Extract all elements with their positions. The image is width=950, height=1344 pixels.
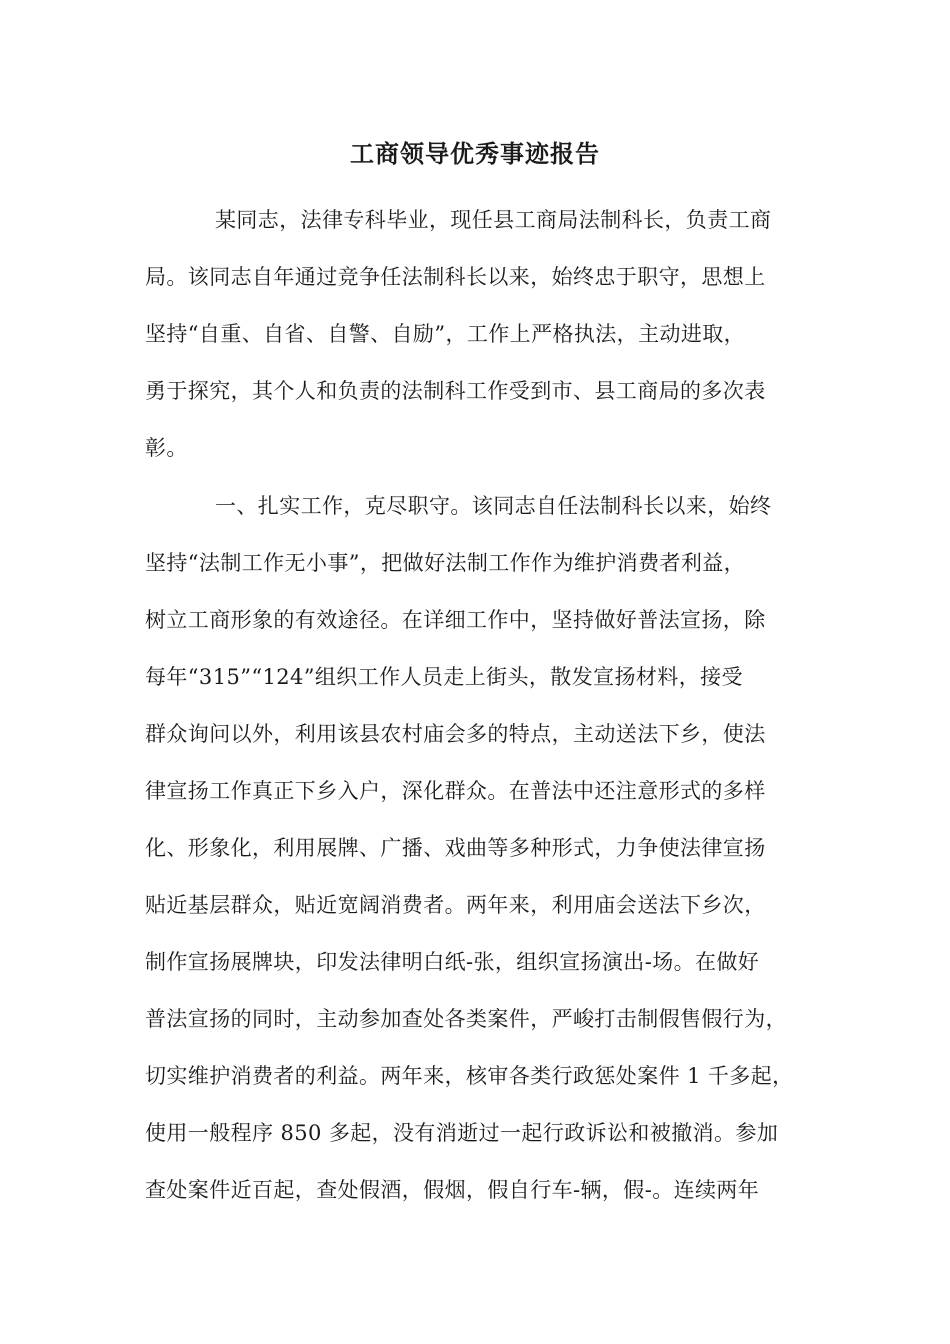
paragraph-2-line-10: 普法宣扬的同时，主动参加查处各类案件，严峻打击制假售假行为，: [145, 1007, 787, 1031]
paragraph-2-line-7: 化、形象化，利用展牌、广播、戏曲等多种形式，力争使法律宣扬: [145, 836, 766, 860]
paragraph-1-line-3: 坚持“自重、自省、自警、自励”，工作上严格执法，主动进取，: [145, 322, 746, 346]
paragraph-2-line-12: 使用一般程序 850 多起，没有消逝过一起行政诉讼和被撤消。参加: [145, 1121, 779, 1145]
paragraph-2-line-2: 坚持“法制工作无小事”，把做好法制工作作为维护消费者利益，: [145, 551, 746, 575]
paragraph-2-line-11: 切实维护消费者的利益。两年来，核审各类行政惩处案件 1 千多起，: [145, 1064, 794, 1088]
paragraph-1-line-1: 某同志，法律专科毕业，现任县工商局法制科长，负责工商: [215, 208, 772, 232]
paragraph-2-line-1: 一、扎实工作，克尽职守。该同志自任法制科长以来，始终: [215, 494, 772, 518]
paragraph-2-line-9: 制作宣扬展牌块，印发法律明白纸-张，组织宣扬演出-场。在做好: [145, 950, 760, 974]
document-title: 工商领导优秀事迹报告: [350, 140, 600, 168]
paragraph-1-line-2: 局。该同志自年通过竞争任法制科长以来，始终忠于职守，思想上: [145, 265, 766, 289]
paragraph-2-line-4: 每年“315”“124”组织工作人员走上街头，散发宣扬材料，接受: [145, 665, 743, 689]
paragraph-1-line-5: 彰。: [145, 436, 188, 460]
paragraph-2-line-8: 贴近基层群众，贴近宽阔消费者。两年来，利用庙会送法下乡次，: [145, 893, 766, 917]
paragraph-1-line-4: 勇于探究，其个人和负责的法制科工作受到市、县工商局的多次表: [145, 379, 766, 403]
paragraph-2-line-6: 律宣扬工作真正下乡入户，深化群众。在普法中还注意形式的多样: [145, 779, 766, 803]
paragraph-2-line-5: 群众询问以外，利用该县农村庙会多的特点，主动送法下乡，使法: [145, 722, 766, 746]
paragraph-2-line-13: 查处案件近百起，查处假酒，假烟，假自行车-辆，假-。连续两年: [145, 1178, 760, 1202]
paragraph-2-line-3: 树立工商形象的有效途径。在详细工作中，坚持做好普法宣扬，除: [145, 608, 766, 632]
